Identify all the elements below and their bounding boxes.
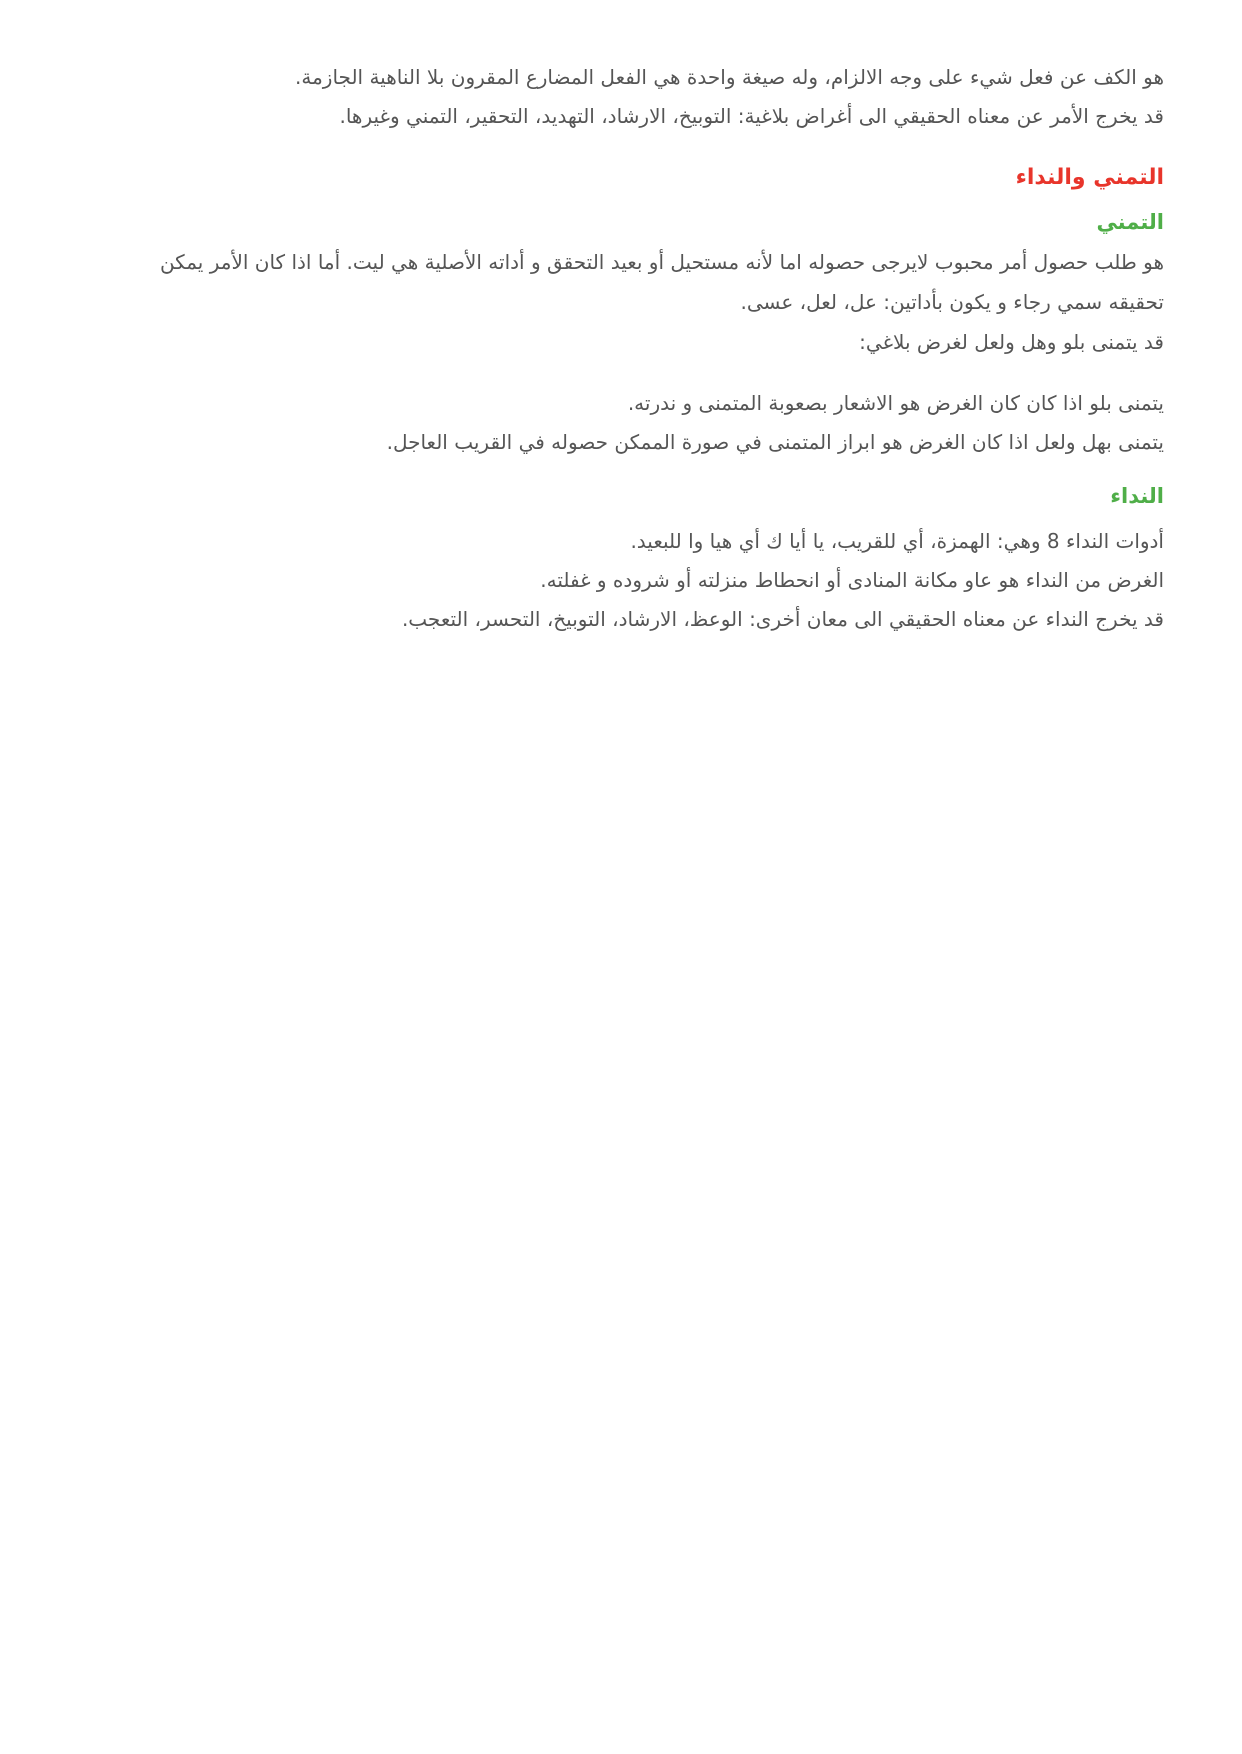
nida-title: النداء: [1110, 484, 1164, 508]
nida-line-2: الغرض من النداء هو عاو مكانة المنادى أو انحطاط منزلته أو شروده و غفلته.: [540, 568, 1164, 592]
tamanni-rhetoric-line-2: يتمنى بهل ولعل اذا كان الغرض هو ابراز المتمنى في صورة الممكن حصوله في القريب العاجل.: [386, 430, 1164, 454]
amr-line-2: قد يخرج الأمر عن معناه الحقيقي الى أغراض بلاغية: التوبيخ، الارشاد، التهديد، التحقير، التمني وغيرها.: [339, 104, 1164, 128]
spacer: [120, 362, 1164, 384]
document-page: [120, 58, 1164, 639]
tamanni-rhetoric-intro: قد يتمنى بلو وهل ولعل لغرض بلاغي:: [859, 330, 1164, 354]
section-title: التمني والنداء: [1015, 165, 1164, 190]
nida-line-1: أدوات النداء 8 وهي: الهمزة، أي للقريب، يا أيا ك أي هيا وا للبعيد.: [630, 529, 1164, 553]
tamanni-rhetoric-line-1: يتمنى بلو اذا كان كان الغرض هو الاشعار بصعوبة المتمنى و ندرته.: [627, 391, 1164, 415]
tamanni-definition: هو طلب حصول أمر محبوب لايرجى حصوله اما لأنه مستحيل أو بعيد التحقق و أداته الأصلية هي ليت. أما اذا كان الأمر يمكن تحقيقه سمي رجاء و يكون بأداتين: عل، لعل، عسى.: [159, 250, 1164, 314]
amr-line-1: هو الكف عن فعل شيء على وجه الالزام، وله صيغة واحدة هي الفعل المضارع المقرون بلا الناهية الجازمة.: [295, 65, 1164, 89]
spacer: [120, 136, 1164, 158]
nida-line-3: قد يخرج النداء عن معناه الحقيقي الى معان أخرى: الوعظ، الارشاد، التوبيخ، التحسر، التعجب.: [401, 607, 1164, 631]
tamanni-title: التمني: [1096, 210, 1164, 234]
